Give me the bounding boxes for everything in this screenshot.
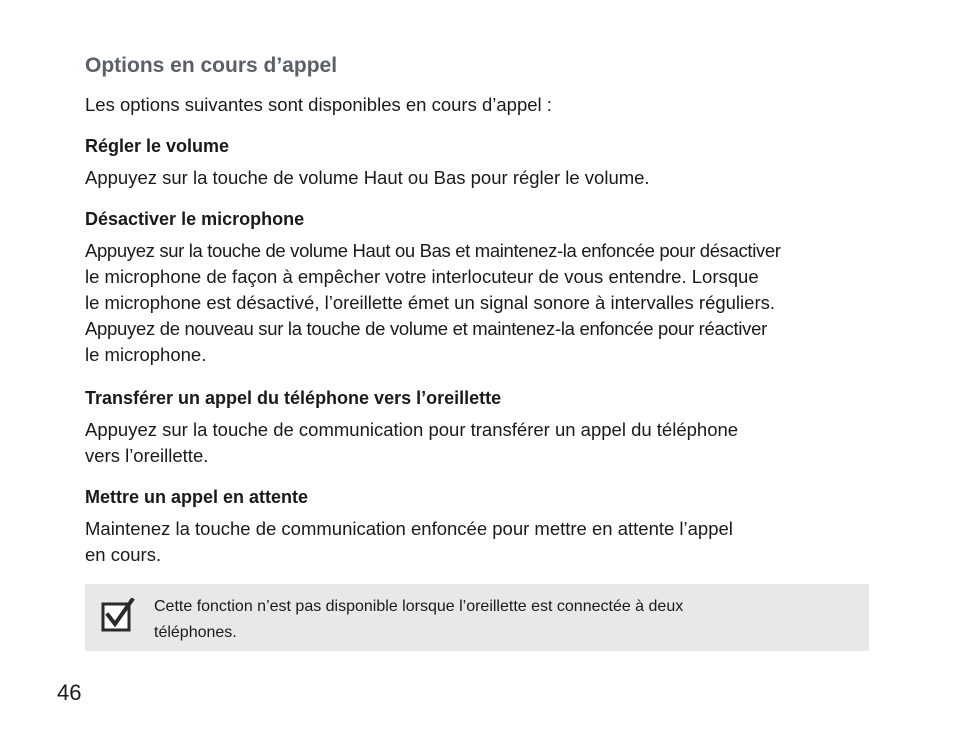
paragraph-microphone <box>85 238 875 368</box>
paragraph-line: Appuyez sur la touche de volume Haut ou Bas pour régler le volume. <box>85 167 650 188</box>
paragraph-transfer <box>85 417 875 469</box>
note-box <box>85 584 869 651</box>
section-title: Options en cours d’appel <box>85 54 338 77</box>
note-line: téléphones. <box>154 624 237 641</box>
paragraph-line: Maintenez la touche de communication enfoncée pour mettre en attente l’appel <box>85 518 733 539</box>
note-line: Cette fonction n’est pas disponible lorsque l’oreillette est connectée à deux <box>154 598 684 615</box>
note-text <box>154 594 683 646</box>
paragraph-volume <box>85 165 875 191</box>
checkbox-check-icon <box>101 598 135 632</box>
paragraph-line: en cours. <box>85 544 162 565</box>
paragraph-hold <box>85 516 875 568</box>
paragraph-line: Appuyez sur la touche de volume Haut ou Bas et maintenez-la enfoncée pour désactiver <box>85 240 781 261</box>
paragraph-line: vers l’oreillette. <box>85 445 209 466</box>
paragraph-line: Appuyez sur la touche de communication pour transférer un appel du téléphone <box>85 419 739 440</box>
heading-volume: Régler le volume <box>85 136 230 156</box>
page-number: 46 <box>57 680 82 705</box>
heading-transfer: Transférer un appel du téléphone vers l’oreillette <box>85 388 502 408</box>
paragraph-line: le microphone est désactivé, l’oreillette émet un signal sonore à intervalles réguliers. <box>85 292 775 313</box>
paragraph-line: le microphone de façon à empêcher votre interlocuteur de vous entendre. Lorsque <box>85 266 759 287</box>
heading-hold: Mettre un appel en attente <box>85 487 309 507</box>
section-intro: Les options suivantes sont disponibles en cours d’appel : <box>85 94 552 115</box>
heading-microphone: Désactiver le microphone <box>85 209 305 229</box>
paragraph-line: Appuyez de nouveau sur la touche de volume et maintenez-la enfoncée pour réactiver <box>85 318 767 339</box>
paragraph-line: le microphone. <box>85 344 207 365</box>
